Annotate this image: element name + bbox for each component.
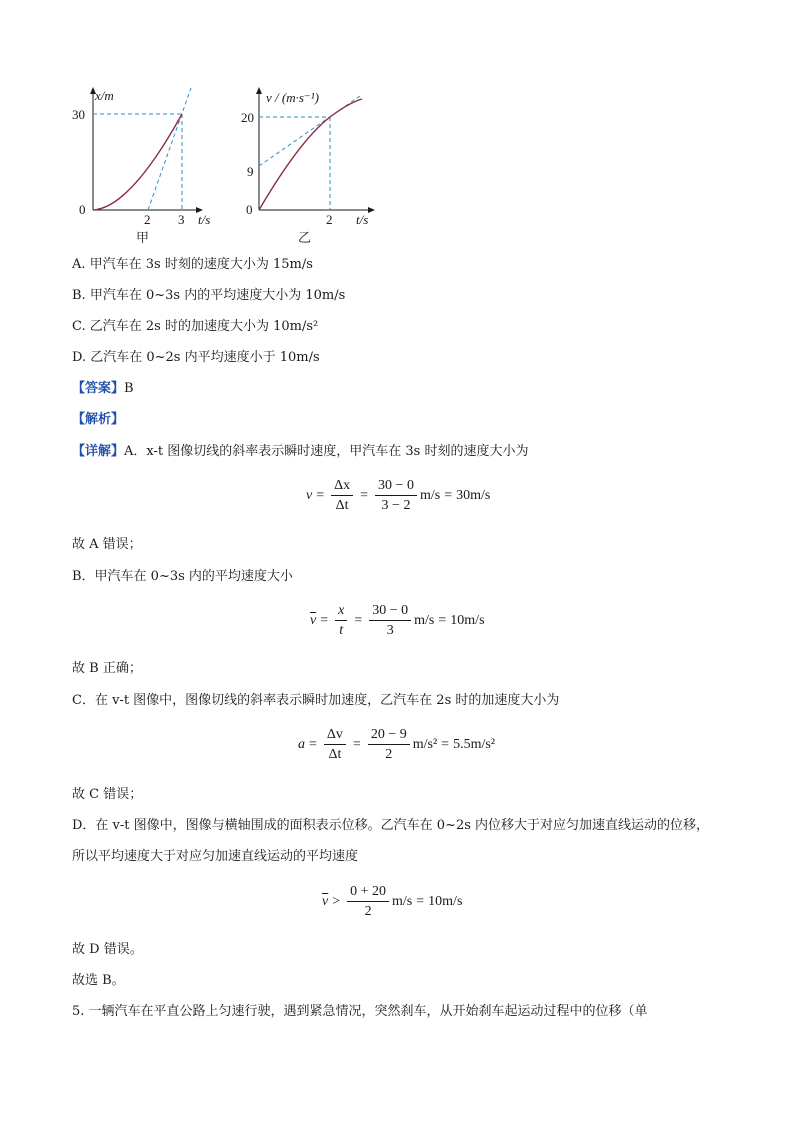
jia-y-axis-label: x/m: [95, 88, 114, 103]
formula-b-frac1-num: x: [335, 602, 347, 621]
detail-a-conclusion: 故 A 错误；: [72, 537, 142, 552]
detail-d-conclusion: 故 D 错误。: [72, 942, 143, 957]
formula-d-frac: [347, 883, 389, 920]
option-c: C. 乙汽车在 2s 时的加速度大小为 10m/s²: [72, 319, 319, 334]
option-a: A. 甲汽车在 3s 时刻的速度大小为 15m/s: [72, 257, 313, 272]
detail-d-intro-1: D．在 v-t 图像中，图像与横轴围成的面积表示位移。乙汽车在 0~2s 内位移大于对应匀加速直线运动的位移，: [72, 818, 710, 833]
detail-a-intro: A．x-t 图像切线的斜率表示瞬时速度，甲汽车在 3s 时刻的速度大小为: [124, 444, 529, 459]
detail-b-conclusion: 故 B 正确；: [72, 661, 142, 676]
formula-b-lhs: $\overline{v}$: [310, 612, 317, 628]
formula-b-unit: m/s: [414, 612, 435, 628]
formula-d-frac-den: 2: [364, 904, 372, 919]
jia-caption: 甲: [136, 230, 150, 245]
formula-a-frac1-den: Δt: [335, 498, 349, 513]
formula-b-frac2: [369, 602, 411, 639]
formula-a-result: 30m/s: [456, 487, 491, 503]
final-choice: 故选 B。: [72, 973, 125, 988]
answer-value: B: [124, 381, 134, 396]
analysis-line: [72, 411, 124, 429]
formula-a-frac2: [375, 477, 417, 514]
jia-x-tick-2: 2: [144, 212, 151, 227]
formula-b-frac2-den: 3: [386, 623, 394, 638]
formula-d-lhs: $\overline{v}$: [322, 893, 329, 909]
jia-x-axis-label: t/s: [198, 212, 211, 227]
detail-tag: 【详解】: [72, 444, 125, 459]
option-d: D. 乙汽车在 0~2s 内平均速度小于 10m/s: [72, 350, 320, 365]
figure-jia-xt-graph: [70, 84, 220, 254]
formula-a: v = $\frac{\Delta x}{\Delta t}$ = $\frac{30 - 0}{3 - 2}$ m/s = 30m/s: [306, 478, 491, 513]
formula-b-result: 10m/s: [450, 612, 485, 628]
formula-a-frac2-den: 3 − 2: [381, 498, 411, 513]
analysis-tag: 【解析】: [72, 412, 125, 427]
detail-d-intro-2: 所以平均速度大于对应匀加速直线运动的平均速度: [72, 849, 359, 864]
next-question-5: 5. 一辆汽车在平直公路上匀速行驶，遇到紧急情况，突然刹车，从开始刹车起运动过程中的位移（单: [72, 1004, 648, 1019]
answer-line: [72, 380, 134, 398]
jia-x-tick-3: 3: [178, 212, 185, 227]
yi-x-tick-2: 2: [326, 212, 333, 227]
option-b: B. 甲汽车在 0~3s 内的平均速度大小为 10m/s: [72, 288, 346, 303]
formula-a-lhs: v: [306, 487, 313, 503]
detail-c-conclusion: 故 C 错误；: [72, 787, 143, 802]
formula-b-frac1-den: t: [339, 623, 344, 638]
formula-c-result: 5.5m/s²: [453, 736, 496, 752]
yi-y-tick-9: 9: [247, 164, 254, 179]
formula-c-frac2-den: 2: [385, 747, 393, 762]
detail-a-intro-line: [72, 443, 528, 461]
formula-a-frac2-num: 30 − 0: [375, 477, 417, 496]
yi-y-tick-0: 0: [246, 202, 253, 217]
jia-y-tick-0: 0: [79, 202, 86, 217]
formula-c-frac2: [368, 726, 410, 763]
formula-b: $\overline{v}$ = $\frac{x}{t}$ = $\frac{30 - 0}{3}$ m/s = 10m/s: [310, 603, 485, 638]
formula-c-unit: m/s²: [412, 736, 438, 752]
yi-caption: 乙: [298, 230, 312, 245]
formula-c-frac2-num: 20 − 9: [368, 726, 410, 745]
formula-d-unit: m/s: [392, 893, 413, 909]
formula-a-frac1: [331, 477, 353, 514]
answer-tag: 【答案】: [72, 381, 125, 396]
formula-d-result: 10m/s: [428, 893, 463, 909]
formula-c: a = $\frac{\Delta v}{\Delta t}$ = $\frac{20 - 9}{2}$ m/s² = 5.5m/s²: [298, 727, 496, 762]
formula-b-frac2-num: 30 − 0: [369, 602, 411, 621]
formula-b-frac1: [335, 602, 347, 639]
formula-c-frac1-num: Δv: [324, 726, 346, 745]
formula-d: $\overline{v}$ > $\frac{0 + 20}{2}$ m/s = 10m/s: [322, 884, 463, 919]
formula-a-frac1-num: Δx: [331, 477, 353, 496]
jia-curve: [93, 114, 182, 210]
yi-y-axis-label: v / (m·s⁻¹): [266, 90, 319, 105]
figure-yi-vt-graph: [238, 84, 388, 254]
formula-c-lhs: a: [298, 736, 305, 752]
yi-x-axis-label: t/s: [356, 212, 369, 227]
detail-c-intro: C．在 v-t 图像中，图像切线的斜率表示瞬时加速度，乙汽车在 2s 时的加速度大小为: [72, 693, 560, 708]
yi-y-tick-20: 20: [241, 110, 254, 125]
formula-c-frac1: [324, 726, 346, 763]
jia-y-tick-30: 30: [72, 107, 85, 122]
formula-a-unit: m/s: [419, 487, 441, 503]
jia-tangent-line: [148, 88, 191, 210]
formula-c-frac1-den: Δt: [328, 747, 342, 762]
formula-d-frac-num: 0 + 20: [347, 883, 389, 902]
yi-curve: [259, 99, 362, 210]
detail-b-intro: B．甲汽车在 0~3s 内的平均速度大小: [72, 569, 293, 584]
